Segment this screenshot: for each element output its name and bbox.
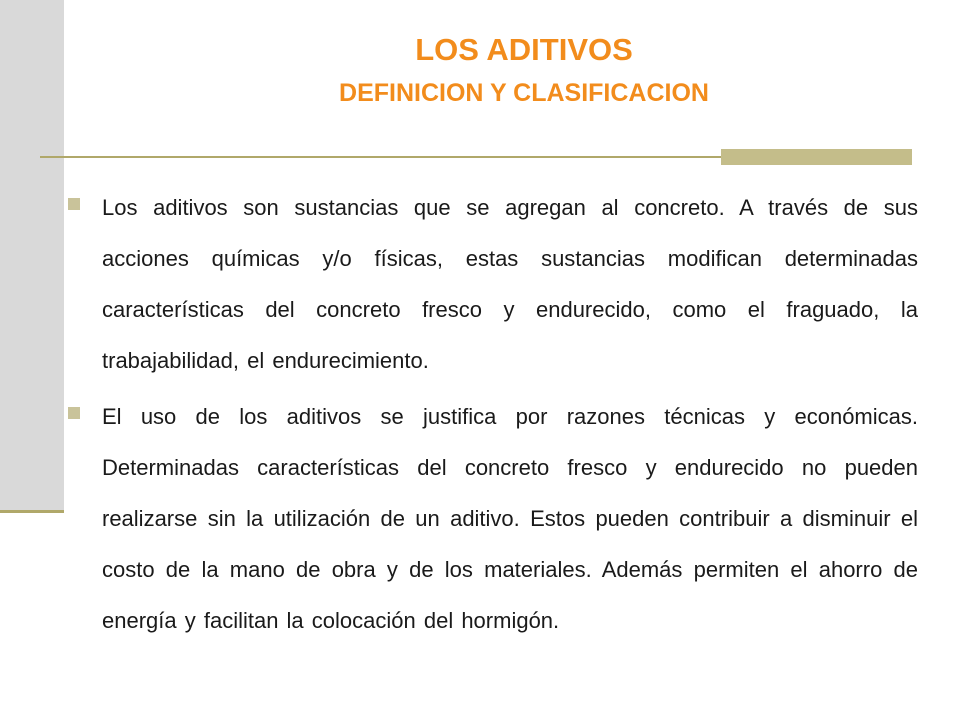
bullet-list (68, 182, 918, 651)
side-decor-bar (0, 0, 64, 512)
bullet-text: El uso de los aditivos se justifica por razones técnicas y económicas. Determinadas características del concreto fresco y endurecido no pueden realizarse sin la utilización de un aditivo. Estos pueden contribuir a disminuir el costo de la mano de obra y de los materiales. Además permiten el ahorro de energía y facilitan la colocación del hormigón. (102, 404, 918, 633)
title-divider-block (721, 149, 912, 165)
slide-subtitle: DEFINICION Y CLASIFICACION (339, 79, 709, 107)
square-bullet-icon (68, 407, 80, 419)
bullet-item (68, 391, 918, 646)
side-decor-rule (0, 510, 64, 513)
bullet-text: Los aditivos son sustancias que se agregan al concreto. A través de sus acciones químicas y/o físicas, estas sustancias modifican determinadas características del concreto fresco y endurecido, como el fraguado, la trabajabilidad, el endurecimiento. (102, 195, 918, 373)
bullet-item (68, 182, 918, 386)
square-bullet-icon (68, 198, 80, 210)
slide-title: LOS ADITIVOS (415, 32, 633, 67)
